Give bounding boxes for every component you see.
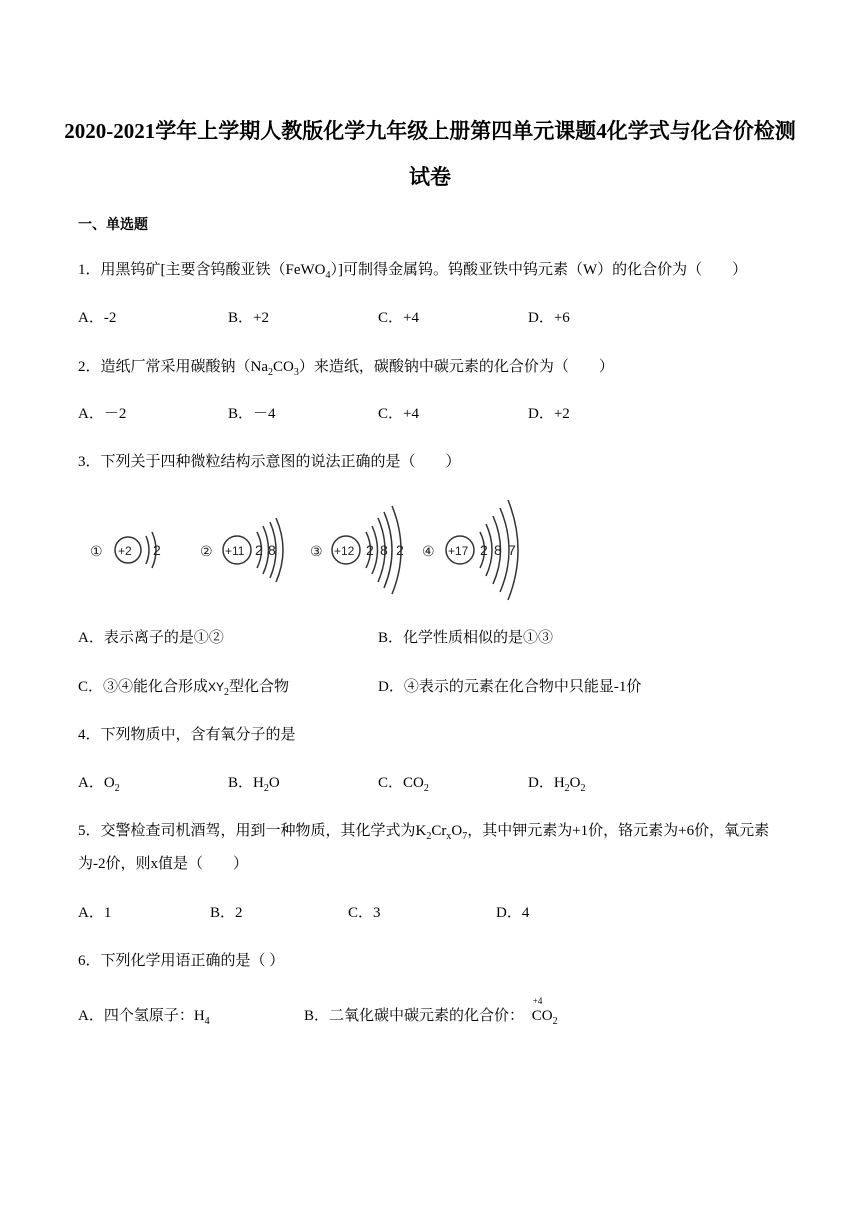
question-1-stem: 1．用黑钨矿[主要含钨酸亚铁（FeWO$_4$）]可制得金属钨。钨酸亚铁中钨元素（W）的化合价为（ ） [78,262,748,281]
atom-2-label: ② [200,543,213,559]
atom-3-shell-2: 8 [380,542,388,558]
atom-2-shell-2: 8 [268,542,276,558]
q3-option-d: D．④表示的元素在化合物中只能显-1价 [378,679,642,695]
atom-4-shell-1: 2 [480,542,488,558]
co2-valence-formula: +4 $CO_2$ [531,996,558,1027]
q4-option-d: D．$H_2O_2$ [528,775,586,794]
atom-4-shell-3: 7 [508,542,516,558]
q1-option-d: D．+6 [528,310,570,326]
atom-1-label: ① [90,543,103,559]
atom-3-shell-3: 2 [396,542,404,558]
q6-option-a: A．四个氢原子：$H_4$ [78,1008,210,1027]
q4-option-c: C．$CO_2$ [378,775,429,794]
q4-option-b: B．$H_2O$ [228,775,280,794]
q5-option-d: D．4 [496,905,530,921]
q4-option-a: A．$O_2$ [78,775,120,794]
question-3-stem: 3．下列关于四种微粒结构示意图的说法正确的是（ ） [78,454,461,470]
atom-3-label: ③ [310,543,323,559]
q6-option-b: B．二氧化碳中碳元素的化合价： +4 $CO_2$ [304,1004,566,1025]
q1-option-a: A．-2 [78,310,117,326]
page-title: 2020-2021学年上学期人教版化学九年级上册第四单元课题4化学式与化合价检测试卷 [64,119,796,189]
atom-2-shell-1: 2 [255,542,263,558]
q3-option-a: A．表示离子的是①② [78,630,224,646]
atom-1-nucleus: +2 [118,544,132,558]
q2-option-b: B．－4 [228,406,276,422]
q3-option-c: C．③④能化合形成$XY_2$型化合物 [78,679,290,698]
q1-option-c: C．+4 [378,310,419,326]
atom-4-shell-2: 8 [494,542,502,558]
atom-3-nucleus: +12 [334,544,355,558]
question-5-stem-line-1: 5．交警检查司机酒驾，用到一种物质，其化学式为$K_2Cr_xO_7$，其中钾元素为+1价，铬元素为+6价，氧元素 [78,823,770,842]
q5-option-c: C．3 [348,905,381,921]
q2-option-d: D．+2 [528,406,570,422]
q2-option-c: C．+4 [378,406,419,422]
question-4-stem: 4．下列物质中，含有氧分子的是 [78,727,296,743]
atom-4-label: ④ [422,543,435,559]
question-2-stem: 2．造纸厂常采用碳酸钠$(Na_2CO_3)$来造纸，碳酸钠中碳元素的化合价为（ ） [78,359,614,378]
atomic-structure-diagrams [80,492,540,607]
atom-4-nucleus: +17 [448,544,469,558]
q3-option-b: B．化学性质相似的是①③ [378,630,554,646]
question-6-stem: 6．下列化学用语正确的是（ ） [78,953,285,969]
q2-option-a: A．－2 [78,406,127,422]
atom-3-shell-1: 2 [366,542,374,558]
question-5-stem-line-2: 为-2价，则x值是（ ） [78,856,248,872]
atom-1-shell-1: 2 [153,542,161,558]
section-heading: 一、单选题 [78,218,148,233]
q5-option-a: A．1 [78,905,112,921]
q5-option-b: B．2 [210,905,243,921]
atom-2-nucleus: +11 [225,544,245,558]
q1-option-b: B．+2 [228,310,269,326]
